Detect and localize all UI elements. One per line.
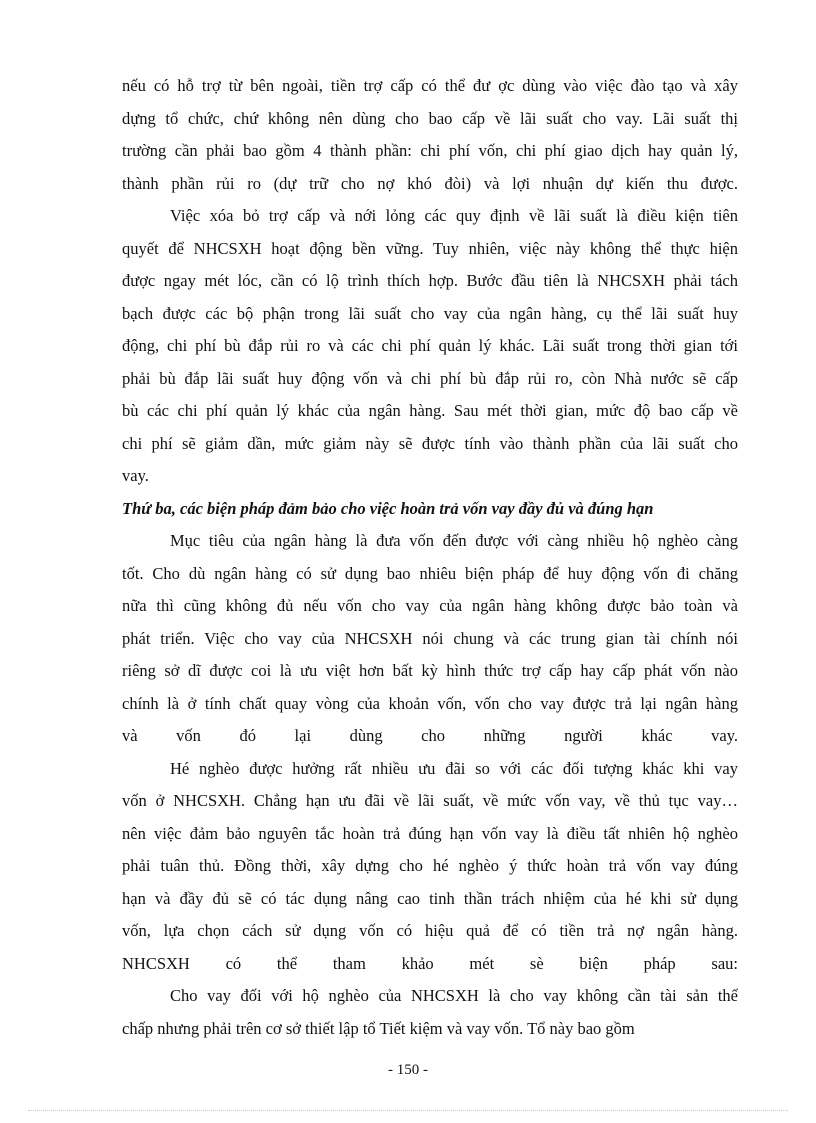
text-line: phải bù đắp lãi suất huy động vốn và chi phí bù đắp rủi ro, còn Nhà nước sẽ cấp xyxy=(122,368,738,388)
text-line: tốt. Cho dù ngân hàng có sử dụng bao nhiêu biện pháp để huy động vốn đi chăng xyxy=(122,563,738,583)
text-line: NHCSXH có thể tham khảo mét sè biện pháp sau: xyxy=(122,953,738,973)
text-line: Cho vay đối với hộ nghèo của NHCSXH là cho vay không cần tài sản thế xyxy=(170,986,738,1005)
text-line: vốn, lựa chọn cách sử dụng vốn có hiệu quả để có tiền trả nợ ngân hàng. xyxy=(122,921,738,940)
text-line: chấp nhưng phải trên cơ sở thiết lập tổ Tiết kiệm và vay vốn. Tổ này bao gồm xyxy=(122,1018,635,1038)
text-line: vốn ở NHCSXH. Chẳng hạn ưu đãi về lãi suất, về mức vốn vay, về thủ tục vay… xyxy=(122,791,738,810)
text-line: Việc xóa bỏ trợ cấp và nới lỏng các quy định về lãi suất là điều kiện tiên xyxy=(170,206,738,225)
text-line: Hé nghèo được hưởng rất nhiều ưu đãi so với các đối tượng khác khi vay xyxy=(170,758,738,778)
footer-divider xyxy=(28,1110,788,1111)
document-body xyxy=(122,70,738,1045)
text-line: động, chi phí bù đắp rủi ro và các chi phí quản lý khác. Lãi suất trong thời gian tới xyxy=(122,336,738,355)
text-line: nên việc đảm bảo nguyên tắc hoàn trả đúng hạn vốn vay là điều tất nhiên hộ nghèo xyxy=(122,823,738,843)
text-line: phải tuân thủ. Đồng thời, xây dựng cho hé nghèo ý thức hoàn trả vốn vay đúng xyxy=(122,856,738,875)
text-line: vay. xyxy=(122,466,149,485)
paragraph xyxy=(122,70,738,200)
section-heading: Thứ ba, các biện pháp đảm bảo cho việc hoàn trả vốn vay đầy đủ và đúng hạn xyxy=(122,498,654,518)
text-line: dựng tổ chức, chứ không nên dùng cho bao cấp về lãi suất cho vay. Lãi suất thị xyxy=(122,108,738,128)
paragraph xyxy=(122,200,738,493)
text-line: trường cần phải bao gồm 4 thành phần: chi phí vốn, chi phí giao dịch hay quản lý, xyxy=(122,141,738,160)
text-line: và vốn đó lại dùng cho những người khác vay. xyxy=(122,726,738,745)
text-line: Mục tiêu của ngân hàng là đưa vốn đến được với càng nhiều hộ nghèo càng xyxy=(170,531,738,550)
text-line: nếu có hỗ trợ từ bên ngoài, tiền trợ cấp có thể đư ợc dùng vào việc đào tạo và xây xyxy=(122,76,738,95)
text-line: thành phần rủi ro (dự trữ cho nợ khó đòi) và lợi nhuận dự kiến thu được. xyxy=(122,173,738,193)
paragraph xyxy=(122,753,738,981)
text-line: bạch được các bộ phận trong lãi suất cho vay của ngân hàng, cụ thể lãi suất huy xyxy=(122,303,738,323)
text-line: nữa thì cũng không đủ nếu vốn cho vay của ngân hàng không được bảo toàn và xyxy=(122,596,738,615)
text-line: hạn và đầy đủ sẽ có tác dụng nâng cao tinh thần trách nhiệm của hé khi sử dụng xyxy=(122,888,738,908)
text-line: bù các chi phí quản lý khác của ngân hàng. Sau mét thời gian, mức độ bao cấp về xyxy=(122,401,738,420)
text-line: được ngay mét lóc, cần có lộ trình thích hợp. Bước đầu tiên là NHCSXH phải tách xyxy=(122,271,738,290)
paragraph xyxy=(122,980,738,1045)
paragraph xyxy=(122,525,738,753)
text-line: chi phí sẽ giảm dần, mức giảm này sẽ được tính vào thành phần của lãi suất cho xyxy=(122,433,738,453)
text-line: quyết để NHCSXH hoạt động bền vững. Tuy nhiên, việc này không thể thực hiện xyxy=(122,238,738,258)
text-line: riêng sở dĩ được coi là ưu việt hơn bất kỳ hình thức trợ cấp hay cấp phát vốn nào xyxy=(122,661,738,680)
page-number: - 150 - xyxy=(388,1062,428,1078)
text-line: chính là ở tính chất quay vòng của khoản vốn, vốn cho vay được trả lại ngân hàng xyxy=(122,693,738,713)
text-line: phát triển. Việc cho vay của NHCSXH nói chung và các trung gian tài chính nói xyxy=(122,628,738,648)
